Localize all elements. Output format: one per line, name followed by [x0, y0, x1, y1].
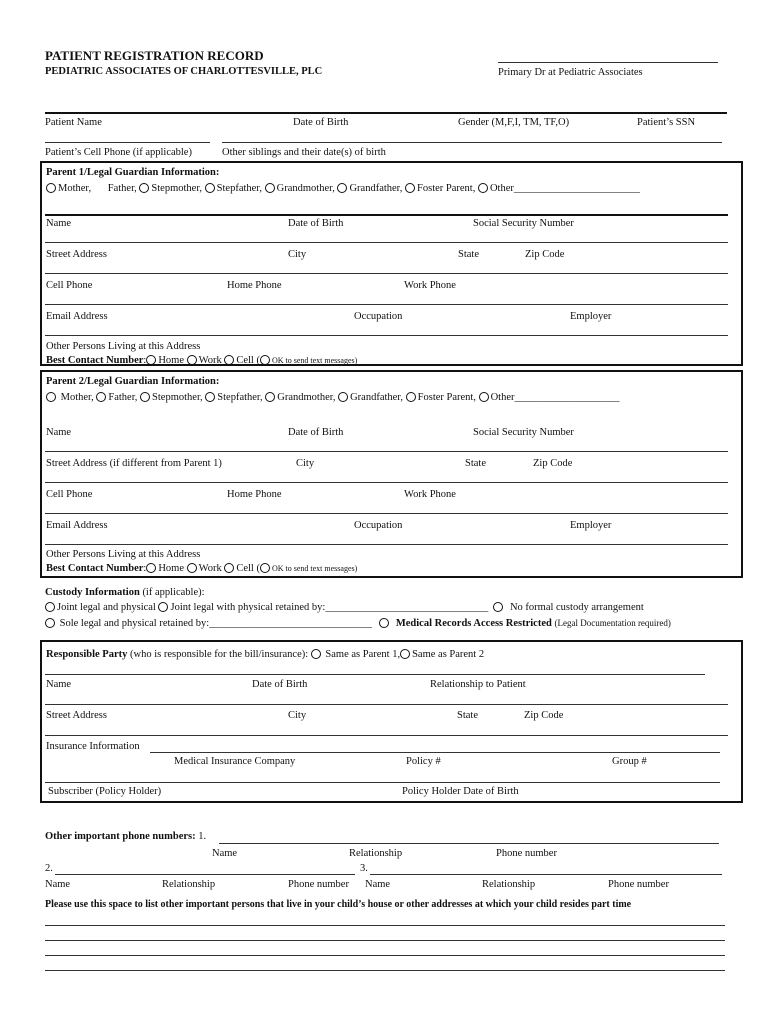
radio-icon[interactable]	[379, 618, 389, 628]
contact2-phone-label: Phone number	[288, 879, 349, 890]
responsible-line1[interactable]	[45, 704, 728, 705]
parent2-home-label: Home Phone	[227, 489, 282, 500]
header-divider	[45, 112, 727, 114]
responsible-box	[40, 640, 743, 803]
parent2-box	[40, 370, 743, 578]
radio-icon[interactable]	[265, 183, 275, 193]
custody-row2: Sole legal and physical retained by:_______________________________ Medical Records Access Restricted (Legal Documentation required)	[45, 618, 671, 629]
contact2-line[interactable]	[55, 874, 355, 875]
radio-icon[interactable]	[46, 392, 56, 402]
parent2-heading: Parent 2/Legal Guardian Information:	[46, 376, 220, 387]
parent1-name-label: Name	[46, 218, 72, 229]
parent1-email-label: Email Address	[46, 311, 108, 322]
parent1-cell-label: Cell Phone	[46, 280, 93, 291]
radio-icon[interactable]	[265, 392, 275, 402]
radio-icon[interactable]	[260, 563, 270, 573]
responsible-relationship-label: Relationship to Patient	[430, 679, 526, 690]
parent2-email-label: Email Address	[46, 520, 108, 531]
parent2-line3[interactable]	[45, 513, 728, 514]
patient-ssn-label: Patient’s SSN	[637, 117, 696, 128]
parent2-cell-label: Cell Phone	[46, 489, 93, 500]
contact3-phone-label: Phone number	[608, 879, 669, 890]
parent1-zip-label: Zip Code	[525, 249, 565, 260]
parent1-employer-label: Employer	[570, 311, 612, 322]
parent2-zip-label: Zip Code	[533, 458, 573, 469]
radio-icon[interactable]	[478, 183, 488, 193]
responsible-line2[interactable]	[45, 735, 728, 736]
notes-line-2[interactable]	[45, 940, 725, 941]
radio-icon[interactable]	[146, 563, 156, 573]
parent2-dob-label: Date of Birth	[288, 427, 344, 438]
radio-icon[interactable]	[45, 618, 55, 628]
parent1-line1[interactable]	[45, 242, 728, 243]
radio-icon[interactable]	[140, 392, 150, 402]
contact2-name-label: Name	[45, 879, 71, 890]
parent2-line1[interactable]	[45, 451, 728, 452]
parent1-heading: Parent 1/Legal Guardian Information:	[46, 167, 220, 178]
subscriber-label: Subscriber (Policy Holder)	[48, 786, 162, 797]
radio-icon[interactable]	[493, 602, 503, 612]
contact1-line[interactable]	[219, 843, 719, 844]
parent1-city-label: City	[288, 249, 307, 260]
contact2-number: 2.	[45, 863, 53, 874]
parent1-ssn-label: Social Security Number	[473, 218, 574, 229]
contact3-name-label: Name	[365, 879, 391, 890]
notes-line-3[interactable]	[45, 955, 725, 956]
radio-icon[interactable]	[337, 183, 347, 193]
insurance-label: Insurance Information	[46, 741, 140, 752]
radio-icon[interactable]	[46, 183, 56, 193]
contact1-name-label: Name	[212, 848, 238, 859]
parent2-line2[interactable]	[45, 482, 728, 483]
parent2-line4[interactable]	[45, 544, 728, 545]
parent1-street-label: Street Address	[46, 249, 107, 260]
custody-heading: Custody Information (if applicable):	[45, 587, 205, 598]
contact2-relationship-label: Relationship	[162, 879, 216, 890]
radio-icon[interactable]	[205, 392, 215, 402]
parent1-home-label: Home Phone	[227, 280, 282, 291]
siblings-line[interactable]	[222, 142, 722, 143]
insurance-line[interactable]	[150, 752, 720, 753]
radio-icon[interactable]	[406, 392, 416, 402]
parent2-street-label: Street Address (if different from Parent 1)	[46, 458, 222, 469]
form-title: PATIENT REGISTRATION RECORD	[45, 48, 264, 63]
responsible-line0[interactable]	[45, 674, 705, 675]
radio-icon[interactable]	[338, 392, 348, 402]
responsible-name-label: Name	[46, 679, 72, 690]
parent1-dob-label: Date of Birth	[288, 218, 344, 229]
radio-icon[interactable]	[405, 183, 415, 193]
primary-dr-line[interactable]	[498, 62, 718, 63]
group-label: Group #	[612, 756, 647, 767]
radio-icon[interactable]	[224, 355, 234, 365]
parent2-relations: Mother, Father, Stepmother, Stepfather, Grandmother, Grandfather, Foster Parent, Other____________________	[46, 392, 620, 403]
responsible-street-label: Street Address	[46, 710, 107, 721]
patient-gender-label: Gender (M,F,I, TM, TF,O)	[458, 117, 570, 128]
holder-dob-label: Policy Holder Date of Birth	[402, 786, 519, 797]
contact3-line[interactable]	[370, 874, 722, 875]
parent2-city-label: City	[296, 458, 315, 469]
parent1-state-label: State	[458, 249, 479, 260]
parent1-line2[interactable]	[45, 273, 728, 274]
parent1-relations: Mother, Father, Stepmother, Stepfather, Grandmother, Grandfather, Foster Parent, Other________________________	[46, 183, 640, 194]
notes-line-4[interactable]	[45, 970, 725, 971]
primary-dr-label: Primary Dr at Pediatric Associates	[498, 67, 643, 78]
contact3-relationship-label: Relationship	[482, 879, 536, 890]
practice-name: PEDIATRIC ASSOCIATES OF CHARLOTTESVILLE, PLC	[45, 66, 323, 77]
responsible-heading: Responsible Party (who is responsible for the bill/insurance): Same as Parent 1, Same as Parent 2	[46, 649, 485, 660]
radio-icon[interactable]	[158, 602, 168, 612]
radio-icon[interactable]	[187, 355, 197, 365]
radio-icon[interactable]	[45, 602, 55, 612]
radio-icon[interactable]	[146, 355, 156, 365]
policy-label: Policy #	[406, 756, 441, 767]
parent1-work-label: Work Phone	[404, 280, 456, 291]
radio-icon[interactable]	[260, 355, 270, 365]
notes-line-1[interactable]	[45, 925, 725, 926]
parent2-name-label: Name	[46, 427, 72, 438]
contact1-phone-label: Phone number	[496, 848, 557, 859]
contact3-number: 3.	[360, 863, 368, 874]
parent2-work-label: Work Phone	[404, 489, 456, 500]
parent1-divider	[45, 214, 728, 216]
other-persons-note: Please use this space to list other important persons that live in your child’s house or other addresses at which your child resides part time	[45, 899, 632, 910]
siblings-label: Other siblings and their date(s) of birth	[222, 147, 386, 158]
responsible-zip-label: Zip Code	[524, 710, 564, 721]
parent1-line3[interactable]	[45, 304, 728, 305]
parent2-occupation-label: Occupation	[354, 520, 403, 531]
radio-icon[interactable]	[187, 563, 197, 573]
company-label: Medical Insurance Company	[174, 756, 296, 767]
patient-cell-label: Patient’s Cell Phone (if applicable)	[45, 147, 192, 158]
responsible-dob-label: Date of Birth	[252, 679, 308, 690]
patient-dob-label: Date of Birth	[293, 117, 349, 128]
responsible-state-label: State	[457, 710, 478, 721]
patient-name-label: Patient Name	[45, 117, 102, 128]
parent2-other-persons-label: Other Persons Living at this Address	[46, 549, 201, 560]
parent2-ssn-label: Social Security Number	[473, 427, 574, 438]
contact1-relationship-label: Relationship	[349, 848, 403, 859]
radio-icon[interactable]	[311, 649, 321, 659]
radio-icon[interactable]	[224, 563, 234, 573]
parent1-box	[40, 161, 743, 366]
parent2-employer-label: Employer	[570, 520, 612, 531]
radio-icon[interactable]	[479, 392, 489, 402]
other-phones-heading: Other important phone numbers: 1.	[45, 831, 207, 842]
radio-icon[interactable]	[400, 649, 410, 659]
custody-row1: Joint legal and physical Joint legal with physical retained by:_______________________________ No formal custody arrangement	[45, 602, 644, 613]
patient-cell-line[interactable]	[45, 142, 210, 143]
radio-icon[interactable]	[96, 392, 106, 402]
parent1-line4[interactable]	[45, 335, 728, 336]
radio-icon[interactable]	[205, 183, 215, 193]
parent2-best-contact: Best Contact Number: Home Work Cell ( OK to send text messages)	[46, 563, 358, 574]
parent1-best-contact: Best Contact Number: Home Work Cell ( OK to send text messages)	[46, 355, 358, 366]
responsible-city-label: City	[288, 710, 307, 721]
parent1-other-persons-label: Other Persons Living at this Address	[46, 341, 201, 352]
radio-icon[interactable]	[139, 183, 149, 193]
parent2-state-label: State	[465, 458, 486, 469]
parent1-occupation-label: Occupation	[354, 311, 403, 322]
responsible-line3[interactable]	[45, 782, 720, 783]
